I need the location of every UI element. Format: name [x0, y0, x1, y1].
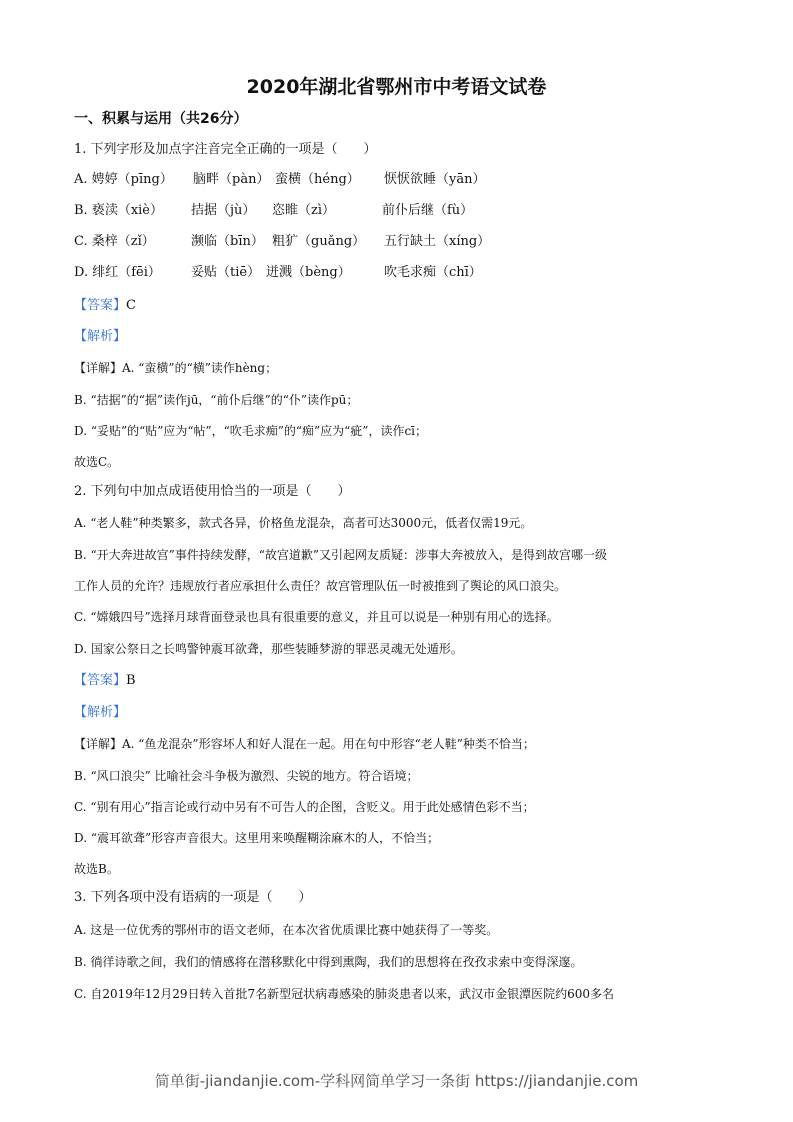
- analysis-line: 故选C。: [74, 455, 120, 469]
- analysis-line: D. “震耳欲聋”形容声音很大。这里用来唤醒糊涂麻木的人，不恰当；: [74, 831, 440, 845]
- question-1-stem: 1. 下列字形及加点字注音完全正确的一项是（ ）: [74, 142, 377, 157]
- analysis-tag: 【解析】: [74, 705, 127, 720]
- question-3-stem: 3. 下列各项中没有语病的一项是（ ）: [74, 890, 312, 905]
- option-item: 恣睢（zì）: [272, 203, 336, 218]
- question-2-option-a: A. “老人鞋”种类繁多，款式各异，价格鱼龙混杂，高者可达3000元，低者仅需19元。: [74, 516, 533, 530]
- section-heading: 一、积累与运用（共26分）: [74, 111, 248, 127]
- analysis-line: 故选B。: [74, 862, 119, 876]
- question-2-option-b-cont: 工作人员的允许？违规放行者应承担什么责任？故宫管理队伍一时被推到了舆论的风口浪尖。: [74, 579, 567, 593]
- answer-row: [74, 297, 136, 315]
- question-2-option-b: B. “开大奔进故宫”事件持续发酵，“故宫道歉”又引起网友质疑：涉事大奔被放入，是得到故宫哪一级: [74, 548, 607, 562]
- option-item: D. 绯红（fēi）: [74, 265, 161, 280]
- question-2-option-c: C. “嫦娥四号”选择月球背面登录也具有很重要的意义，并且可以说是一种别有用心的选择。: [74, 610, 559, 624]
- option-item: 粗犷（guǎng）: [272, 234, 366, 249]
- analysis-line: 【详解】A. “鱼龙混杂”形容坏人和好人混在一起。用在句中形容“老人鞋”种类不恰当；: [74, 737, 535, 751]
- option-item: 前仆后继（fù）: [382, 203, 474, 218]
- option-item: 五行缺土（xíng）: [384, 234, 491, 249]
- question-1-option-b: [74, 202, 473, 220]
- option-item: 吹毛求痴（chī）: [384, 265, 482, 280]
- page-title: 2020年湖北省鄂州市中考语文试卷: [246, 76, 547, 98]
- answer-tag: 【答案】: [74, 673, 127, 688]
- analysis-line: B. “风口浪尖” 比喻社会斗争极为激烈、尖锐的地方。符合语境；: [74, 769, 419, 783]
- option-item: B. 亵渎（xiè）: [74, 203, 164, 218]
- option-item: 恹恹欲睡（yān）: [384, 172, 486, 187]
- question-3-option-c: C. 自2019年12月29日转入首批7名新型冠状病毒感染的肺炎患者以来，武汉市金银潭医院约600多名: [74, 987, 615, 1001]
- option-item: 濒临（bīn）: [191, 234, 264, 249]
- analysis-line: 【详解】A. “蛮横”的“横”读作hèng；: [74, 361, 278, 375]
- analysis-line: C. “别有用心”指言论或行动中另有不可告人的企图，含贬义。用于此处感情色彩不当；: [74, 800, 535, 814]
- option-item: C. 桑梓（zǐ）: [74, 234, 155, 249]
- answer-tag: 【答案】: [74, 298, 127, 313]
- answer-value: B: [126, 673, 136, 688]
- question-1-option-a: [74, 171, 485, 189]
- option-item: A. 娉婷（pīng）: [74, 172, 173, 187]
- question-1-option-c: [74, 233, 490, 251]
- footer-watermark: 简单街-jiandanjie.com-学科网简单学习一条街 https://jiandanjie.com: [154, 1072, 639, 1090]
- question-2-option-d: D. 国家公祭日之长鸣警钟震耳欲聋，那些装睡梦游的罪恶灵魂无处遁形。: [74, 642, 463, 656]
- question-2-stem: 2. 下列句中加点成语使用恰当的一项是（ ）: [74, 484, 351, 499]
- option-item: 蛮横（héng）: [275, 172, 360, 187]
- option-item: 脑畔（pàn）: [193, 172, 270, 187]
- answer-row: [74, 672, 136, 690]
- analysis-line: B. “拮据”的“据”读作jū，“前仆后继”的“仆”读作pū；: [74, 393, 359, 407]
- analysis-line: D. “妥贴”的“贴”应为“帖”，“吹毛求痴”的“痴”应为“疵”，读作cī；: [74, 424, 427, 438]
- option-item: 妥贴（tiē）: [191, 265, 261, 280]
- analysis-tag: 【解析】: [74, 329, 127, 344]
- question-3-option-b: B. 徜徉诗歌之间，我们的情感将在潜移默化中得到熏陶，我们的思想将在孜孜求索中变得深邃。: [74, 955, 583, 969]
- option-item: 拮据（jù）: [191, 203, 256, 218]
- answer-value: C: [126, 298, 136, 313]
- question-1-option-d: [74, 264, 482, 282]
- question-3-option-a: A. 这是一位优秀的鄂州市的语文老师，在本次省优质课比赛中她获得了一等奖。: [74, 923, 499, 937]
- option-item: 迸溅（bèng）: [266, 265, 351, 280]
